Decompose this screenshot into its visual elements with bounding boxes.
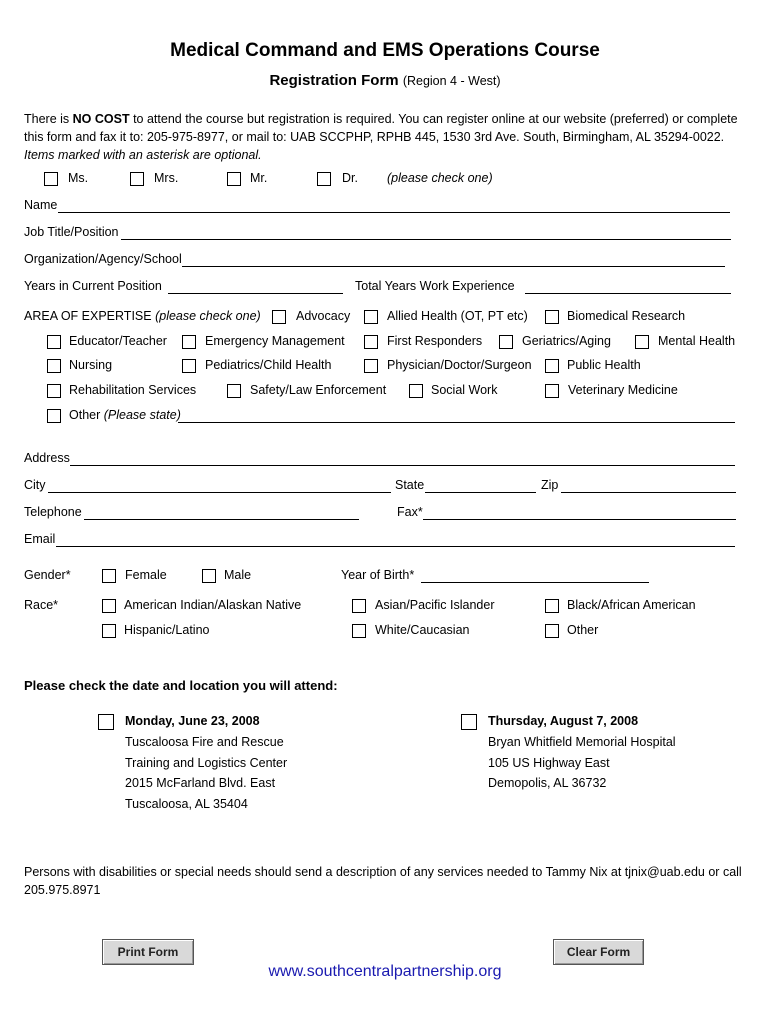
checkbox-pediatrics[interactable] xyxy=(182,359,196,373)
checkbox-emergency-management[interactable] xyxy=(182,335,196,349)
session-2-line-2: 105 US Highway East xyxy=(488,756,610,770)
checkbox-ms[interactable] xyxy=(44,172,58,186)
no-cost-emphasis: NO COST xyxy=(72,112,130,126)
checkbox-asian-pacific[interactable] xyxy=(352,599,366,613)
checkbox-rehabilitation[interactable] xyxy=(47,384,61,398)
telephone-label: Telephone xyxy=(24,505,82,519)
gender-male: Male xyxy=(224,568,252,582)
organization-field[interactable] xyxy=(182,266,725,267)
race-label: Race* xyxy=(24,598,59,612)
checkbox-first-responders[interactable] xyxy=(364,335,378,349)
years-current-label: Years in Current Position xyxy=(24,279,162,293)
zip-field[interactable] xyxy=(561,492,736,493)
intro-text-2: to attend the course but registration is required. You can register online at our website (preferred) or complete this form and fax it to: 205-975-8977, or mail to: UAB SCCPHP, RPHB 445, 1530 3rd Ave. South, Birmingham, AL 35294-0022. xyxy=(24,112,738,144)
subtitle-region: (Region 4 - West) xyxy=(402,74,501,88)
checkbox-male[interactable] xyxy=(202,569,216,583)
years-total-label: Total Years Work Experience xyxy=(355,279,515,293)
subtitle-main: Registration Form xyxy=(269,72,399,89)
checkbox-race-other[interactable] xyxy=(545,624,559,638)
fax-label: Fax* xyxy=(397,505,423,519)
session-1-date: Monday, June 23, 2008 xyxy=(125,714,260,728)
salutation-dr-label: Dr. xyxy=(342,171,358,185)
expertise-nursing: Nursing xyxy=(69,358,113,372)
expertise-other-label xyxy=(69,408,181,422)
expertise-title: AREA OF EXPERTISE xyxy=(24,309,152,323)
expertise-mental-health: Mental Health xyxy=(658,334,736,348)
years-current-field[interactable] xyxy=(168,293,343,294)
race-other: Other xyxy=(567,623,599,637)
name-field[interactable] xyxy=(58,212,730,213)
expertise-geriatrics: Geriatrics/Aging xyxy=(522,334,611,348)
address-field[interactable] xyxy=(70,465,735,466)
organization-label: Organization/Agency/School xyxy=(24,252,182,266)
expertise-biomedical-research: Biomedical Research xyxy=(567,309,686,323)
checkbox-safety-law[interactable] xyxy=(227,384,241,398)
disabilities-note: Persons with disabilities or special needs should send a description of any services needed to Tammy Nix at tjnix@uab.edu or call 205.975.8971 xyxy=(24,865,742,897)
checkbox-other-expertise[interactable] xyxy=(47,409,61,423)
name-label: Name xyxy=(24,198,58,212)
session-1-line-4: Tuscaloosa, AL 35404 xyxy=(125,797,248,811)
checkbox-nursing[interactable] xyxy=(47,359,61,373)
race-hispanic-latino: Hispanic/Latino xyxy=(124,623,210,637)
salutation-ms-label: Ms. xyxy=(68,171,89,185)
gender-female: Female xyxy=(125,568,167,582)
session-1-line-3: 2015 McFarland Blvd. East xyxy=(125,776,276,790)
session-2-line-3: Demopolis, AL 36732 xyxy=(488,776,607,790)
checkbox-advocacy[interactable] xyxy=(272,310,286,324)
checkbox-hispanic-latino[interactable] xyxy=(102,624,116,638)
state-label: State xyxy=(395,478,425,492)
expertise-allied-health: Allied Health (OT, PT etc) xyxy=(387,309,528,323)
checkbox-veterinary[interactable] xyxy=(545,384,559,398)
checkbox-dr[interactable] xyxy=(317,172,331,186)
salutation-mr-label: Mr. xyxy=(250,171,268,185)
expertise-public-health: Public Health xyxy=(567,358,641,372)
city-label: City xyxy=(24,478,46,492)
checkbox-mr[interactable] xyxy=(227,172,241,186)
session-2-line-1: Bryan Whitfield Memorial Hospital xyxy=(488,735,676,749)
session-2-date: Thursday, August 7, 2008 xyxy=(488,714,639,728)
salutation-hint: (please check one) xyxy=(387,171,493,185)
gender-label: Gender* xyxy=(24,568,71,582)
expertise-physician: Physician/Doctor/Surgeon xyxy=(387,358,532,372)
expertise-rehabilitation: Rehabilitation Services xyxy=(69,383,197,397)
checkbox-educator[interactable] xyxy=(47,335,61,349)
print-form-button[interactable]: Print Form xyxy=(102,939,194,965)
expertise-other-hint: (Please state) xyxy=(103,408,181,422)
checkbox-session-demopolis[interactable] xyxy=(461,714,477,730)
race-asian-pacific: Asian/Pacific Islander xyxy=(375,598,495,612)
checkbox-female[interactable] xyxy=(102,569,116,583)
checkbox-biomedical-research[interactable] xyxy=(545,310,559,324)
expertise-social-work: Social Work xyxy=(431,383,498,397)
checkbox-allied-health[interactable] xyxy=(364,310,378,324)
intro-paragraph xyxy=(24,110,746,164)
year-of-birth-field[interactable] xyxy=(421,582,649,583)
form-subtitle xyxy=(0,72,770,89)
attend-heading: Please check the date and location you will attend: xyxy=(24,678,338,693)
checkbox-black-african[interactable] xyxy=(545,599,559,613)
optional-note: Items marked with an asterisk are optional. xyxy=(24,148,262,162)
clear-form-button[interactable]: Clear Form xyxy=(553,939,644,965)
expertise-veterinary: Veterinary Medicine xyxy=(568,383,678,397)
checkbox-session-tuscaloosa[interactable] xyxy=(98,714,114,730)
zip-label: Zip xyxy=(541,478,559,492)
checkbox-social-work[interactable] xyxy=(409,384,423,398)
website-link[interactable]: www.southcentralpartnership.org xyxy=(268,963,502,980)
expertise-safety-law: Safety/Law Enforcement xyxy=(250,383,387,397)
expertise-label xyxy=(24,309,261,323)
expertise-educator: Educator/Teacher xyxy=(69,334,167,348)
expertise-other: Other xyxy=(69,408,101,422)
race-black-african: Black/African American xyxy=(567,598,696,612)
expertise-advocacy: Advocacy xyxy=(296,309,351,323)
address-label: Address xyxy=(24,451,70,465)
intro-text-1: There is xyxy=(24,112,73,126)
checkbox-american-indian[interactable] xyxy=(102,599,116,613)
expertise-hint: (please check one) xyxy=(155,309,261,323)
telephone-field[interactable] xyxy=(84,519,359,520)
year-of-birth-label: Year of Birth* xyxy=(341,568,415,582)
form-title: Medical Command and EMS Operations Course xyxy=(170,40,600,61)
email-field[interactable] xyxy=(56,546,735,547)
session-1-line-1: Tuscaloosa Fire and Rescue xyxy=(125,735,284,749)
years-total-field[interactable] xyxy=(525,293,731,294)
state-field[interactable] xyxy=(425,492,536,493)
email-label: Email xyxy=(24,532,56,546)
checkbox-mental-health[interactable] xyxy=(635,335,649,349)
checkbox-public-health[interactable] xyxy=(545,359,559,373)
salutation-mrs-label: Mrs. xyxy=(154,171,179,185)
city-field[interactable] xyxy=(48,492,391,493)
expertise-first-responders: First Responders xyxy=(387,334,483,348)
expertise-emergency-management: Emergency Management xyxy=(205,334,345,348)
job-title-field[interactable] xyxy=(121,239,731,240)
race-white-caucasian: White/Caucasian xyxy=(375,623,470,637)
session-1-line-2: Training and Logistics Center xyxy=(125,756,288,770)
expertise-other-field[interactable] xyxy=(178,422,735,423)
checkbox-mrs[interactable] xyxy=(130,172,144,186)
checkbox-geriatrics[interactable] xyxy=(499,335,513,349)
job-title-label: Job Title/Position xyxy=(24,225,119,239)
expertise-pediatrics: Pediatrics/Child Health xyxy=(205,358,332,372)
checkbox-white-caucasian[interactable] xyxy=(352,624,366,638)
checkbox-physician[interactable] xyxy=(364,359,378,373)
race-american-indian: American Indian/Alaskan Native xyxy=(124,598,302,612)
fax-field[interactable] xyxy=(423,519,736,520)
